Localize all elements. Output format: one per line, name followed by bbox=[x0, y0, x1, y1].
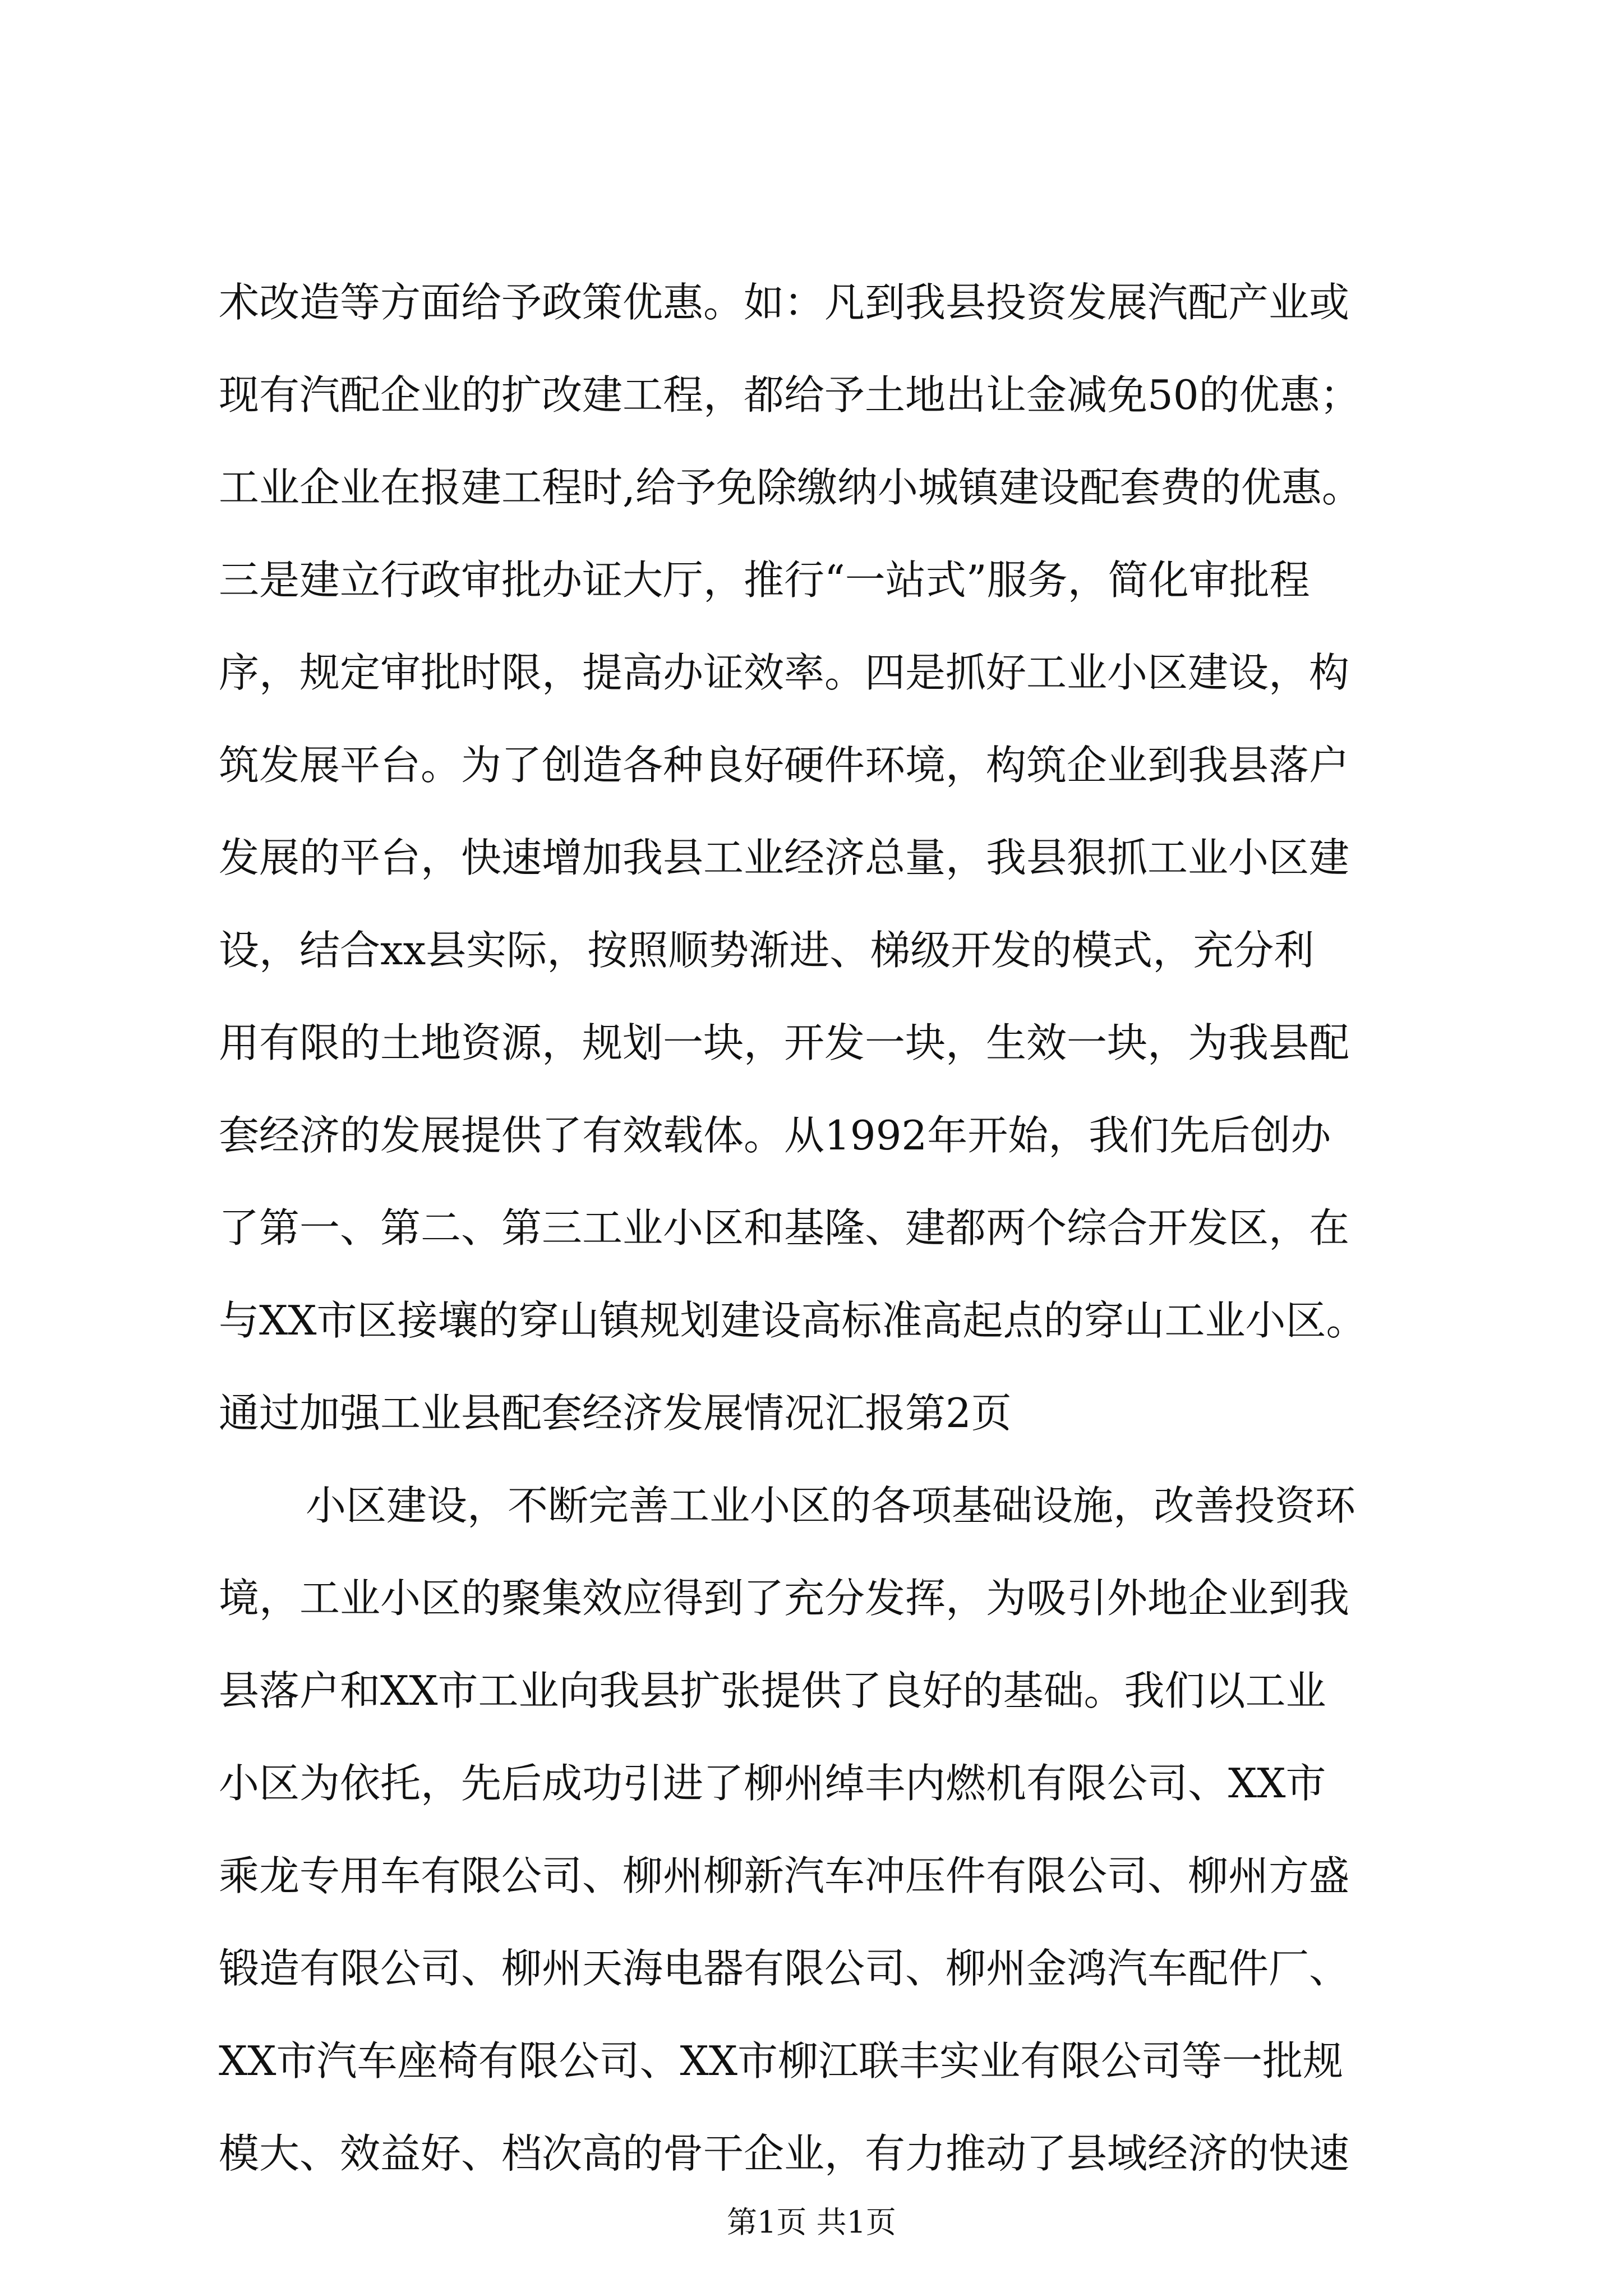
text-line: 套经济的发展提供了有效载体。从1992年开始，我们先后创办 bbox=[219, 1112, 1331, 1159]
text-line: 模大、效益好、档次高的骨干企业，有力推动了县域经济的快速 bbox=[219, 2130, 1350, 2177]
text-line: 了第一、第二、第三工业小区和基隆、建都两个综合开发区，在 bbox=[219, 1204, 1350, 1251]
text-line: 序，规定审批时限，提高办证效率。四是抓好工业小区建设，构 bbox=[219, 649, 1350, 696]
text-line: 设，结合xx县实际，按照顺势渐进、梯级开发的模式，充分利 bbox=[219, 927, 1315, 974]
text-line: XX市汽车座椅有限公司、XX市柳江联丰实业有限公司等一批规 bbox=[219, 2037, 1344, 2085]
text-line: 锻造有限公司、柳州天海电器有限公司、柳州金鸿汽车配件厂、 bbox=[219, 1945, 1350, 1992]
text-line: 发展的平台，快速增加我县工业经济总量，我县狠抓工业小区建 bbox=[219, 834, 1350, 881]
text-line: 通过加强工业县配套经济发展情况汇报第2页 bbox=[219, 1389, 1012, 1437]
text-line: 小区为依托，先后成功引进了柳州绰丰内燃机有限公司、XX市 bbox=[219, 1760, 1326, 1807]
text-line: 用有限的土地资源，规划一块，开发一块，生效一块，为我县配 bbox=[219, 1019, 1350, 1066]
text-line: 筑发展平台。为了创造各种良好硬件环境，构筑企业到我县落户 bbox=[219, 742, 1350, 789]
text-line: 现有汽配企业的扩改建工程，都给予土地出让金减免50的优惠； bbox=[219, 371, 1361, 418]
text-line: 与XX市区接壤的穿山镇规划建设高标准高起点的穿山工业小区。 bbox=[219, 1297, 1367, 1344]
text-line: 工业企业在报建工程时,给予免除缴纳小城镇建设配套费的优惠。 bbox=[219, 464, 1362, 511]
text-line: 县落户和XX市工业向我县扩张提供了良好的基础。我们以工业 bbox=[219, 1667, 1326, 1714]
text-line: 境，工业小区的聚集效应得到了充分发挥，为吸引外地企业到我 bbox=[219, 1575, 1350, 1622]
page-footer: 第1页 共1页 bbox=[727, 2205, 896, 2240]
text-line: 乘龙专用车有限公司、柳州柳新汽车冲压件有限公司、柳州方盛 bbox=[219, 1852, 1350, 1899]
text-line: 术改造等方面给予政策优惠。如：凡到我县投资发展汽配产业或 bbox=[219, 279, 1350, 326]
text-line: 三是建立行政审批办证大厅，推行“一站式”服务，简化审批程 bbox=[219, 556, 1310, 604]
paragraph-first-line: 小区建设，不断完善工业小区的各项基础设施，改善投资环 bbox=[306, 1482, 1356, 1529]
